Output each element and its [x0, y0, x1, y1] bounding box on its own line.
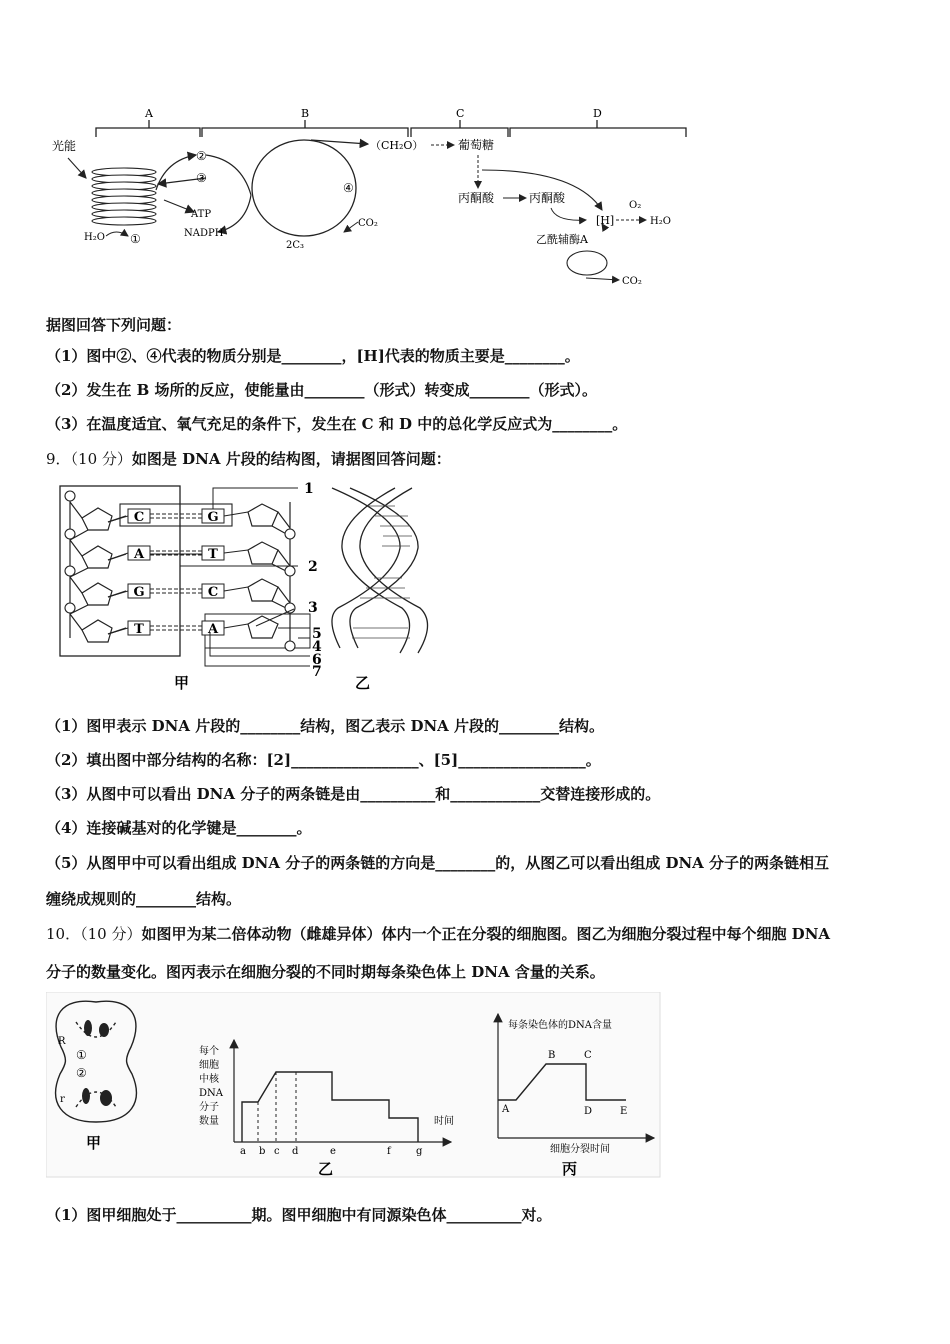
q9-header [46, 448, 451, 469]
yi-tick-f: f [387, 1146, 391, 1157]
label-5: 5 [312, 626, 322, 642]
co2-out-label: CO₂ [622, 276, 642, 287]
q10-stem-2: 分子的数量变化。图丙表示在细胞分裂的不同时期每条染色体上 DNA 含量的关系。 [46, 963, 605, 981]
co2-in-label: CO₂ [358, 218, 378, 229]
thylakoid-stack [92, 168, 156, 225]
base-right-2: T [208, 547, 218, 562]
base-left-3: G [133, 585, 145, 600]
bracket-label-b: B [301, 107, 310, 120]
base-right-1: G [207, 510, 219, 525]
q10-stem-1: 如图甲为某二倍体动物（雌雄异体）体内一个正在分裂的细胞图。图乙为细胞分裂过程中每个细胞 DNA [141, 925, 831, 943]
pyruvate-1-label: 丙酮酸 [458, 191, 495, 205]
region-brackets [96, 120, 686, 137]
nadph-label: NADPH [184, 228, 224, 239]
bing-point-D: D [584, 1106, 593, 1117]
base-left-2: A [133, 547, 145, 562]
label-1: 1 [304, 481, 314, 497]
label-6: 6 [312, 652, 322, 668]
yi-ylabel-1: 每个 [199, 1046, 219, 1057]
q9-item-4: （4）连接碱基对的化学键是________。 [46, 819, 312, 837]
o2-label: O₂ [629, 200, 642, 211]
q10-number: 10．（10 分） [46, 925, 142, 943]
figure-yi-label: 乙 [318, 1160, 334, 1178]
q10-item-1: （1）图甲细胞处于__________期。图甲细胞中有同源染色体__________对。 [46, 1206, 552, 1224]
photosynthesis-respiration-figure [46, 100, 696, 295]
yi-tick-e: e [330, 1146, 336, 1157]
q9-item-1: （1）图甲表示 DNA 片段的________结构，图乙表示 DNA 片段的________结构。 [46, 717, 605, 735]
yi-ylabel-5: 分子 [199, 1102, 219, 1113]
q8-item-1: （1）图中②、④代表的物质分别是________，[H]代表的物质主要是________。 [46, 347, 580, 365]
circle-4-label: ④ [343, 181, 354, 195]
yi-tick-a: a [240, 1146, 246, 1157]
cell-label-1: ① [76, 1048, 87, 1062]
yi-ylabel-2: 细胞 [199, 1060, 219, 1071]
figure-bing-label: 丙 [562, 1160, 578, 1178]
bing-point-B: B [548, 1050, 556, 1061]
q8-item-3: （3）在温度适宜、氧气充足的条件下，发生在 C 和 D 中的总化学反应式为________。 [46, 415, 628, 433]
q9-item-5: （5）从图甲中可以看出组成 DNA 分子的两条链的方向是________的，从图乙可以看出组成 DNA 分子的两条链相互 [46, 854, 830, 872]
bing-point-C: C [584, 1050, 592, 1061]
pyruvate-2-label: 丙酮酸 [529, 191, 566, 205]
circle-3-label: ③ [196, 171, 207, 185]
base-left-1: C [133, 510, 145, 525]
q10-header [46, 923, 830, 944]
figure-jia-label: 甲 [86, 1134, 102, 1152]
label-2: 2 [308, 559, 318, 575]
glucose-label: 葡萄糖 [458, 138, 495, 152]
q8-intro: 据图回答下列问题： [46, 316, 182, 334]
base-right-4: A [207, 622, 219, 637]
q9-number: 9．（10 分） [46, 450, 132, 468]
base-left-4: T [134, 622, 144, 637]
bing-point-E: E [620, 1106, 628, 1117]
q9-item-3: （3）从图中可以看出 DNA 分子的两条链是由__________和____________交替连接形成的。 [46, 785, 661, 803]
acetyl-coa-label: 乙酰辅酶A [536, 233, 588, 246]
yi-tick-d: d [292, 1146, 299, 1157]
label-7: 7 [312, 664, 322, 680]
q9-item-5-cont: 缠绕成规则的________结构。 [46, 890, 242, 908]
label-3: 3 [308, 600, 318, 616]
cell-label-r: r [60, 1094, 65, 1105]
yi-xlabel: 时间 [434, 1116, 454, 1127]
label-yi: 乙 [355, 674, 371, 692]
h-label: [H] [596, 214, 615, 227]
cell-label-2: ② [76, 1066, 87, 1080]
label-jia: 甲 [174, 674, 190, 692]
yi-tick-c: c [274, 1146, 280, 1157]
yi-ylabel-3: 中核 [199, 1074, 219, 1085]
bing-xlabel: 细胞分裂时间 [550, 1144, 610, 1155]
dna-structure-figure [50, 478, 430, 693]
bracket-label-c: C [456, 107, 465, 120]
cell-label-R: R [58, 1036, 66, 1047]
label-4: 4 [312, 639, 322, 655]
bing-point-A: A [502, 1104, 510, 1115]
circle-1-label: ① [130, 232, 141, 246]
q9-item-2: （2）填出图中部分结构的名称：[2]_________________、[5]_________________。 [46, 751, 601, 769]
yi-ylabel-4: DNA [199, 1088, 223, 1099]
yi-ylabel-6: 数量 [199, 1116, 219, 1127]
atp-label: ATP [191, 209, 212, 220]
h2o-out-label: H₂O [650, 216, 671, 227]
cell-division-figures [46, 992, 666, 1182]
c3-label: 2C₃ [286, 240, 305, 251]
yi-tick-b: b [259, 1146, 266, 1157]
light-energy-label: 光能 [52, 139, 77, 153]
h2o-label: H₂O [84, 232, 105, 243]
ch2o-label: （CH₂O） [370, 139, 424, 152]
bracket-label-d: D [593, 107, 602, 120]
yi-tick-g: g [416, 1146, 423, 1157]
circle-2-label: ② [196, 149, 207, 163]
bracket-label-a: A [145, 107, 153, 120]
base-pairs [128, 509, 224, 637]
q9-stem: 如图是 DNA 片段的结构图，请据图回答问题： [131, 450, 451, 468]
bing-ylabel: 每条染色体的DNA含量 [508, 1020, 612, 1031]
q8-item-2: （2）发生在 B 场所的反应，使能量由________（形式）转变成________（形式）。 [46, 381, 598, 399]
base-right-3: C [207, 585, 219, 600]
